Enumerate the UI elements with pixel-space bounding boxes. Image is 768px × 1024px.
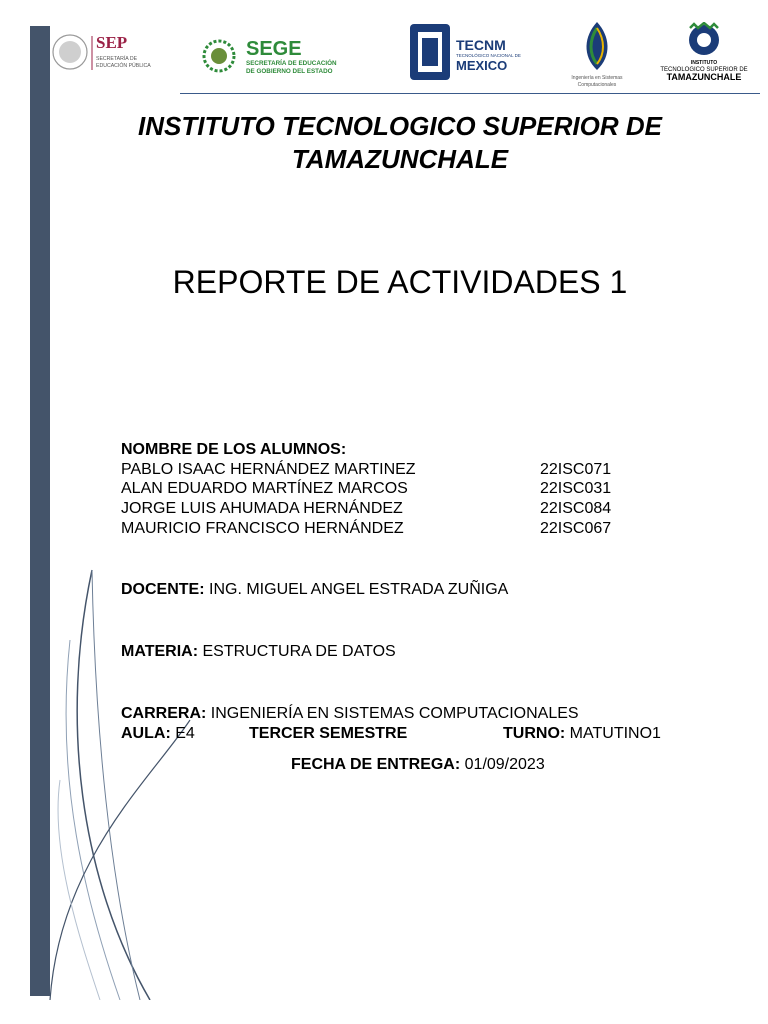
student-name: JORGE LUIS AHUMADA HERNÁNDEZ — [121, 500, 403, 517]
student-id: 22ISC084 — [540, 500, 612, 517]
sege-logo — [200, 34, 372, 78]
fecha-value: 01/09/2023 — [464, 756, 545, 773]
svg-text:INSTITUTO: INSTITUTO — [690, 60, 718, 66]
svg-text:TECNOLÓGICO NACIONAL DE: TECNOLÓGICO NACIONAL DE — [456, 53, 521, 58]
institution-title-line2: TAMAZUNCHALE — [291, 144, 509, 174]
docente-line — [121, 580, 508, 599]
itst-logo — [650, 22, 758, 84]
student-name: MAURICIO FRANCISCO HERNÁNDEZ — [121, 520, 404, 537]
svg-text:TAMAZUNCHALE: TAMAZUNCHALE — [666, 72, 742, 82]
svg-text:EDUCACIÓN PÚBLICA: EDUCACIÓN PÚBLICA — [96, 63, 151, 69]
students-heading: NOMBRE DE LOS ALUMNOS: — [121, 441, 347, 458]
sep-logo-text: SEP — [96, 33, 128, 52]
svg-text:SECRETARÍA DE: SECRETARÍA DE — [96, 56, 138, 62]
aula-label: AULA: — [121, 725, 171, 742]
docente-label: DOCENTE: — [121, 581, 205, 598]
sep-logo — [52, 30, 182, 74]
tecnm-logo — [408, 20, 526, 84]
turno-label: TURNO: — [503, 725, 566, 742]
aula-line — [121, 724, 195, 743]
student-name: PABLO ISAAC HERNÁNDEZ MARTINEZ — [121, 461, 416, 478]
svg-text:MEXICO: MEXICO — [456, 58, 508, 73]
turno-value: MATUTINO1 — [569, 725, 661, 742]
semestre: TERCER SEMESTRE — [249, 725, 408, 742]
institution-title — [90, 110, 710, 176]
turno-line — [503, 724, 661, 743]
carrera-label: CARRERA: — [121, 705, 207, 722]
materia-value: ESTRUCTURA DE DATOS — [202, 643, 396, 660]
materia-label: MATERIA: — [121, 643, 199, 660]
report-title: REPORTE DE ACTIVIDADES 1 — [172, 264, 628, 300]
carrera-value: INGENIERÍA EN SISTEMAS COMPUTACIONALES — [210, 705, 579, 722]
svg-text:SECRETARÍA DE EDUCACIÓN: SECRETARÍA DE EDUCACIÓN — [246, 60, 337, 67]
header-rule — [180, 93, 760, 94]
svg-text:Ingeniería en Sistemas: Ingeniería en Sistemas — [571, 75, 623, 81]
student-id: 22ISC031 — [540, 480, 612, 497]
carrera-line — [121, 704, 579, 723]
tecnm-logo-text: TECNM — [456, 37, 506, 53]
svg-text:DE GOBIERNO DEL ESTADO: DE GOBIERNO DEL ESTADO — [246, 68, 333, 75]
docente-value: ING. MIGUEL ANGEL ESTRADA ZUÑIGA — [209, 581, 509, 598]
sege-logo-text: SEGE — [246, 38, 302, 60]
aula-value: E4 — [175, 725, 195, 742]
fecha-label: FECHA DE ENTREGA: — [291, 756, 461, 773]
student-id: 22ISC071 — [540, 461, 612, 478]
institution-title-line1: INSTITUTO TECNOLOGICO SUPERIOR DE — [138, 111, 662, 141]
student-name: ALAN EDUARDO MARTÍNEZ MARCOS — [121, 480, 408, 497]
svg-text:TECNOLOGICO SUPERIOR DE: TECNOLOGICO SUPERIOR DE — [660, 67, 748, 73]
student-id: 22ISC067 — [540, 520, 612, 537]
svg-text:Computacionales: Computacionales — [577, 82, 617, 88]
materia-line — [121, 642, 396, 661]
fecha-line — [291, 755, 545, 774]
carrera-logo — [562, 18, 632, 88]
